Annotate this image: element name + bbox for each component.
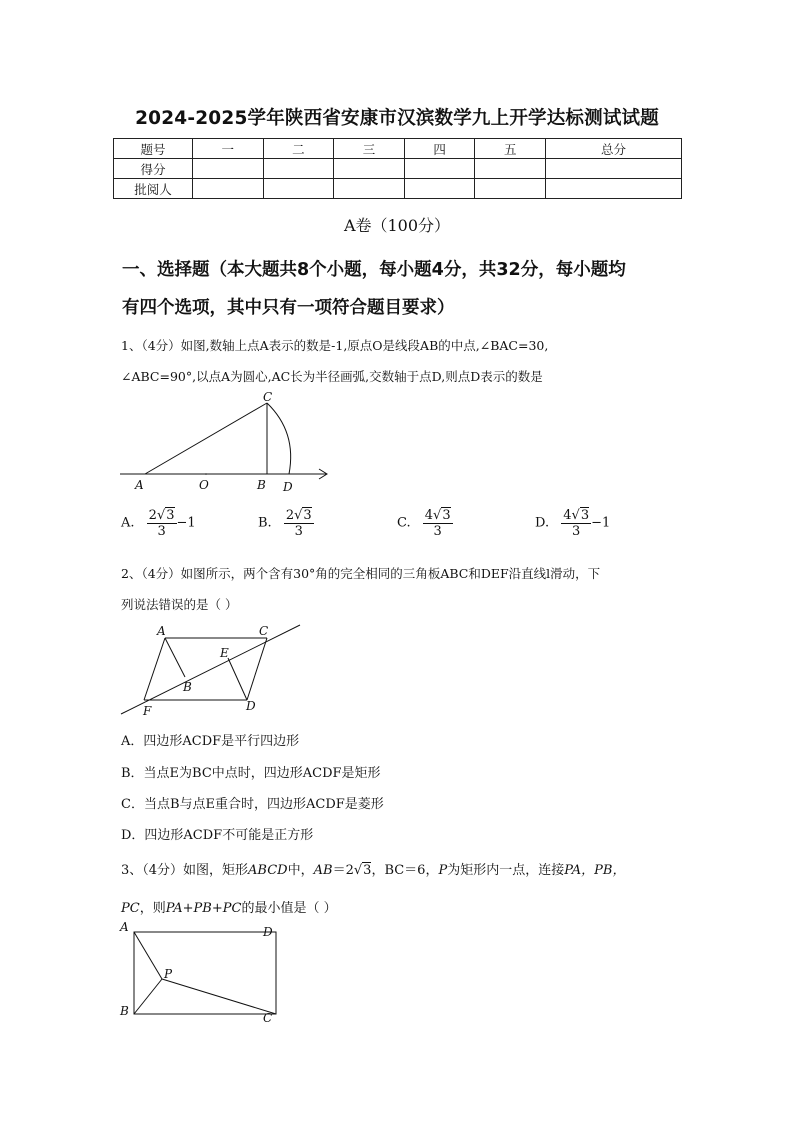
label-b: B (257, 478, 266, 492)
q3-tail: 的最小值是（ ） (241, 901, 337, 916)
option-letter: A. (121, 515, 135, 531)
q1-option-a[interactable] (121, 507, 196, 539)
q3-rect: ABCD (248, 863, 288, 878)
table-cell (193, 179, 264, 199)
section-a-heading: A卷（100分） (343, 216, 451, 235)
denominator: 3 (433, 524, 442, 539)
label-d: D (246, 699, 256, 713)
option-tail: −1 (591, 515, 611, 531)
score-table-row (114, 179, 682, 199)
option-letter: C. (397, 515, 411, 531)
coef: 4 (563, 508, 572, 523)
label-a: A (157, 624, 166, 638)
q1-option-c[interactable] (397, 507, 453, 539)
table-cell: 二 (263, 139, 334, 159)
radicand: 3 (580, 508, 590, 523)
rectangle-abcd (134, 932, 276, 1014)
table-cell (263, 159, 334, 179)
table-cell (546, 179, 682, 199)
score-table (113, 138, 682, 199)
table-cell (404, 179, 475, 199)
table-cell (404, 159, 475, 179)
q3-eq: ＝2 (332, 863, 354, 878)
q3-radicand: 3 (363, 863, 372, 878)
radicand: 3 (442, 508, 451, 523)
label-b: B (183, 680, 192, 694)
table-cell: 五 (475, 139, 546, 159)
option-tail: −1 (176, 515, 196, 531)
q3-prefix: 3、（4分）如图，矩形 (121, 863, 249, 878)
q2-option-c[interactable]: C．当点B与点E重合时，四边形ACDF是菱形 (121, 797, 384, 812)
table-cell (263, 179, 334, 199)
coef: 2 (148, 508, 157, 523)
label-f: F (143, 704, 152, 718)
radicand: 3 (166, 508, 175, 523)
denominator: 3 (157, 524, 166, 539)
label-c: C (263, 1011, 273, 1025)
table-cell: 批阅人 (114, 179, 193, 199)
table-cell (334, 159, 405, 179)
label-a: A (120, 920, 129, 934)
option-fraction: $\frac{4√3}{3}$ (563, 508, 590, 539)
table-cell: 一 (193, 139, 264, 159)
segment-ac (145, 403, 267, 474)
table-cell (193, 159, 264, 179)
q3-then: ，则 (139, 901, 166, 916)
label-o: O (199, 478, 209, 492)
q1-text-line2: ∠ABC=90°,以点A为圆心,AC长为半径画弧,交数轴于点D,则点D表示的数是 (121, 369, 543, 384)
table-cell (334, 179, 405, 199)
q2-text-line2: 列说法错误的是（ ） (121, 597, 238, 612)
option-fraction: $\frac{2√3}{3}$ (148, 508, 175, 539)
q2-option-d[interactable]: D．四边形ACDF不可能是正方形 (121, 828, 314, 843)
q2-figure (115, 620, 305, 720)
q2-option-a[interactable]: A．四边形ACDF是平行四边形 (121, 734, 300, 749)
score-table-row (114, 159, 682, 179)
label-e: E (220, 646, 229, 660)
radicand: 3 (303, 508, 312, 523)
table-cell: 四 (404, 139, 475, 159)
q2-text-line1: 2、（4分）如图所示，两个含有30°角的完全相同的三角板ABC和DEF沿直线l滑动，下 (121, 566, 601, 581)
q1-figure (115, 388, 340, 496)
q3-text-line1: 3、（4分）如图，矩形ABCD中，AB＝2√3，BC＝6，P为矩形内一点，连接PA，PB， (121, 863, 626, 878)
score-table-header-row (114, 139, 682, 159)
origin-point (205, 473, 207, 475)
segment-ab (165, 638, 185, 677)
coef: 2 (285, 508, 295, 523)
table-cell: 三 (334, 139, 405, 159)
label-d: D (263, 925, 273, 939)
q3-figure (115, 918, 285, 1026)
label-c: C (263, 390, 273, 404)
option-letter: D. (535, 515, 550, 531)
denominator: 3 (572, 524, 581, 539)
q1-option-b[interactable] (258, 507, 314, 539)
segment-pa (134, 932, 162, 979)
part1-heading-line2: 有四个选项，其中只有一项符合题目要求） (122, 298, 455, 318)
label-d: D (283, 480, 293, 494)
q3-rest: 为矩形内一点，连接 (447, 863, 565, 878)
coef: 4 (424, 508, 434, 523)
denominator: 3 (294, 524, 303, 539)
arc-cd (267, 403, 291, 474)
label-b: B (120, 1004, 129, 1018)
q2-option-b[interactable]: B．当点E为BC中点时，四边形ACDF是矩形 (121, 766, 381, 781)
option-fraction: $\frac{2√3}{3}$ (285, 508, 312, 539)
label-c: C (259, 624, 269, 638)
q3-bc: ，BC＝6， (371, 863, 439, 878)
segment-pc (162, 979, 276, 1014)
q3-text-line2 (121, 897, 337, 916)
q3-pc: PC (121, 901, 140, 916)
exam-title: 2024-2025学年陕西省安康市汉滨数学九上开学达标测试试题 (135, 108, 659, 129)
segment-af (144, 638, 165, 700)
option-letter: B. (258, 515, 272, 531)
segment-pb (134, 979, 162, 1014)
q3-p: P (438, 863, 448, 878)
q1-option-d[interactable] (535, 507, 610, 539)
label-p: P (164, 967, 173, 981)
part1-heading-line1: 一、选择题（本大题共8个小题，每小题4分，共32分，每小题均 (122, 260, 626, 280)
q3-mid: 中， (287, 863, 314, 878)
table-cell (546, 159, 682, 179)
label-a: A (135, 478, 144, 492)
q3-expression: PA+PB+PC (165, 901, 242, 916)
segment-ed (228, 658, 247, 700)
option-fraction: $\frac{4√3}{3}$ (424, 508, 451, 539)
table-cell (475, 179, 546, 199)
segment-cd (247, 638, 267, 700)
table-cell: 总分 (546, 139, 682, 159)
table-cell (475, 159, 546, 179)
table-cell: 得分 (114, 159, 193, 179)
q3-pa-pb: PA，PB， (564, 863, 626, 878)
table-cell: 题号 (114, 139, 193, 159)
q3-ab: AB (313, 863, 333, 878)
q1-text-line1: 1、（4分）如图,数轴上点A表示的数是-1,原点O是线段AB的中点,∠BAC=30, (121, 338, 549, 353)
